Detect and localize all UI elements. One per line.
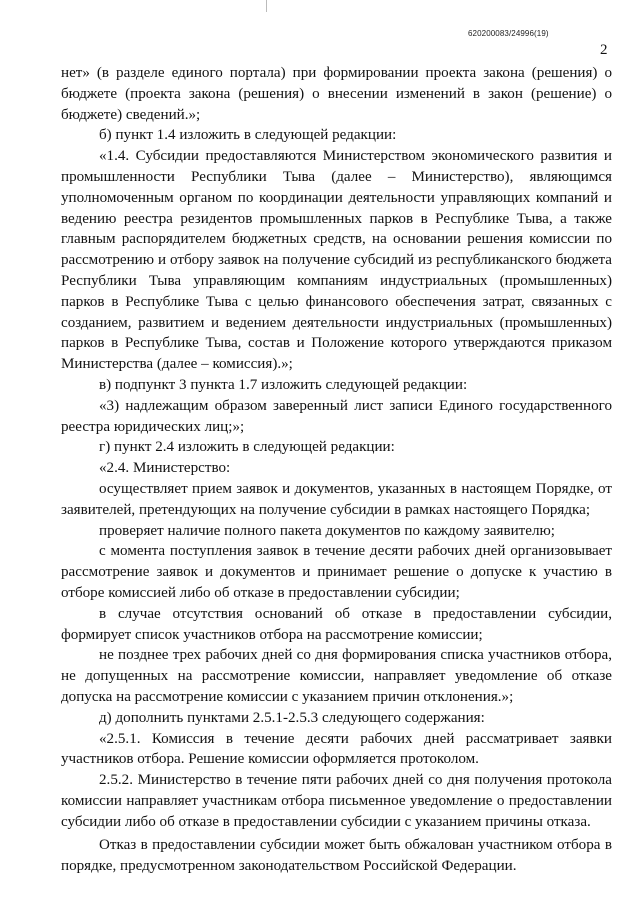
- paragraph: Отказ в предоставлении субсидии может быть обжалован участником отбора в порядке, предусмотренном законодательством Российской Федерации.: [61, 837, 612, 875]
- paragraph: г) пункт 2.4 изложить в следующей редакции:: [99, 439, 395, 456]
- document-body: [61, 63, 612, 877]
- paragraph: осуществляет прием заявок и документов, указанных в настоящем Порядке, от заявителей, претендующих на получение субсидии в рамках настоящего Порядка;: [61, 480, 612, 518]
- paragraph: «3) надлежащим образом заверенный лист записи Единого государственного реестра юридических лиц;»;: [61, 397, 612, 435]
- paragraph: нет» (в разделе единого портала) при формировании проекта закона (решения) о бюджете (проекта закона (решения) о внесении изменений в закон (решение) о бюджете) сведений.»;: [61, 65, 612, 123]
- paragraph: 2.5.2. Министерство в течение пяти рабочих дней со дня получения протокола комиссии направляет участникам отбора письменное уведомление о предоставлении субсидии либо об отказе в предоставлении субсидии с указанием причины отказа.: [61, 772, 612, 830]
- document-id: 620200083/24996(19): [468, 29, 549, 38]
- page-number: 2: [600, 42, 608, 58]
- paragraph: д) дополнить пунктами 2.5.1-2.5.3 следующего содержания:: [99, 709, 485, 726]
- scan-artifact-line: [266, 0, 267, 12]
- paragraph: «2.5.1. Комиссия в течение десяти рабочих дней рассматривает заявки участников отбора. Решение комиссии оформляется протоколом.: [61, 730, 612, 768]
- paragraph: не позднее трех рабочих дней со дня формирования списка участников отбора, не допущенных на рассмотрение комиссии, направляет уведомление об отказе допуска на рассмотрение комиссии с указанием причин отклонения.»;: [61, 647, 612, 705]
- paragraph: в случае отсутствия оснований об отказе в предоставлении субсидии, формирует список участников отбора на рассмотрение комиссии;: [61, 605, 612, 643]
- paragraph: «1.4. Субсидии предоставляются Министерством экономического развития и промышленности Республики Тыва (далее – Министерство), являющимся уполномоченным органом по координации деятельности управляющих компаний и ведению реестра резидентов промышленных парков в Республике Тыва, а также главным распорядителем бюджетных средств, на основании решения комиссии по рассмотрению и отбору заявок на получение субсидий из республиканского бюджета Республики Тыва управляющим компаниям индустриальных (промышленных) парков в Республике Тыва с целью финансового обеспечения затрат, связанных с созданием, развитием и ведением деятельности индустриальных (промышленных) парков в Республике Тыва, состав и Положение которого утверждаются приказом Министерства (далее – комиссия).»;: [61, 148, 612, 373]
- paragraph: б) пункт 1.4 изложить в следующей редакции:: [99, 127, 397, 144]
- paragraph: «2.4. Министерство:: [99, 460, 231, 477]
- paragraph: проверяет наличие полного пакета документов по каждому заявителю;: [99, 522, 555, 539]
- paragraph: в) подпункт 3 пункта 1.7 изложить следующей редакции:: [99, 376, 468, 393]
- paragraph: с момента поступления заявок в течение десяти рабочих дней организовывает рассмотрение заявок и документов и принимает решение о допуске к участию в отборе комиссией либо об отказе в предоставлении субсидии;: [61, 543, 612, 601]
